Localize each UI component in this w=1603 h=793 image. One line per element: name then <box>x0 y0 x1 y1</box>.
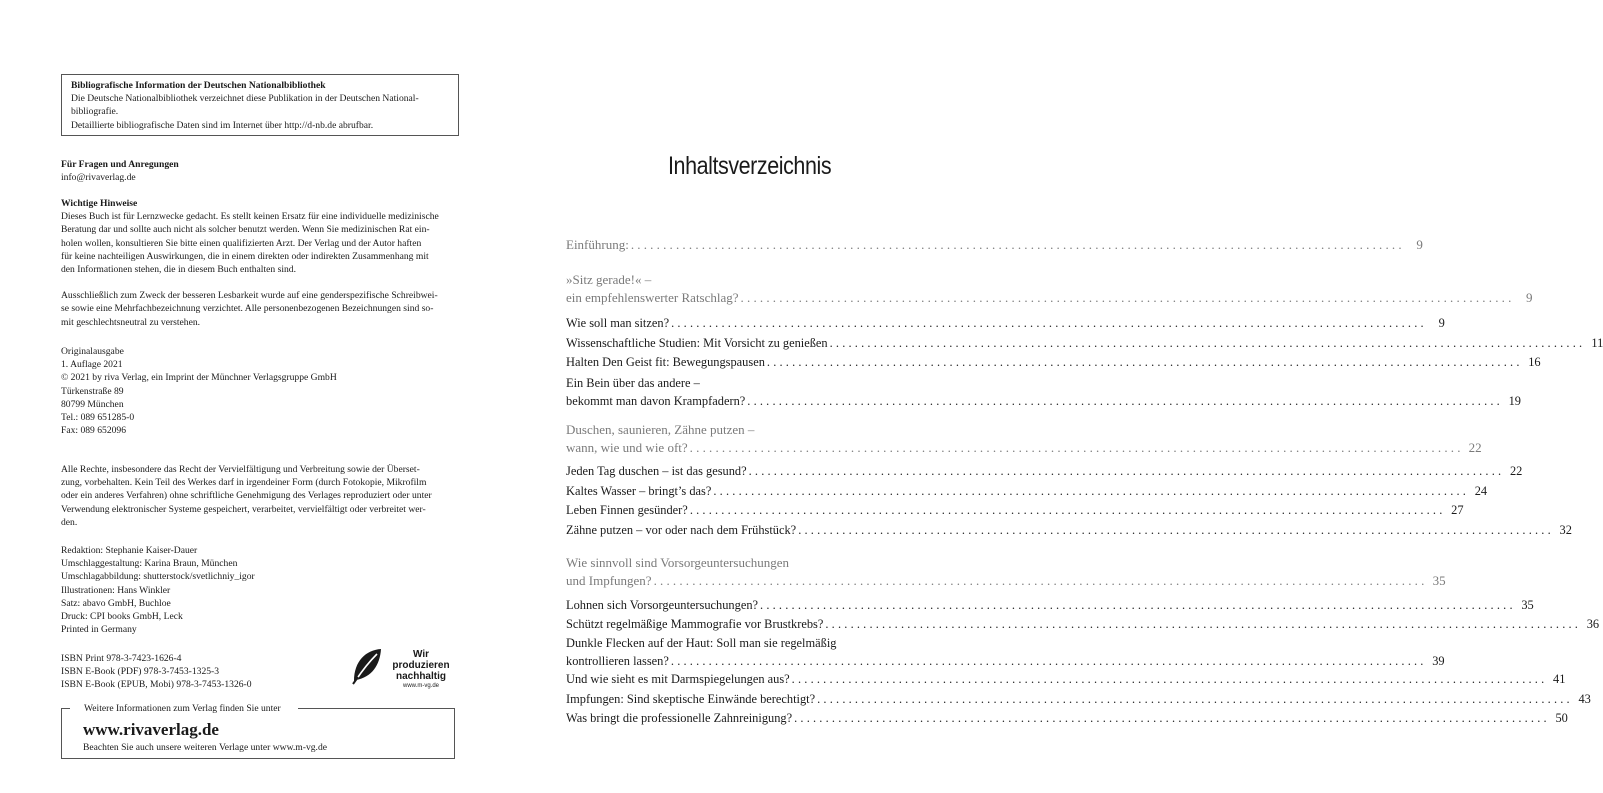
toc-entry-title: Lohnen sich Vorsorgeuntersuchungen? <box>566 598 759 612</box>
toc-entry <box>566 353 1541 371</box>
seal-url: www.m-vg.de <box>402 683 439 689</box>
toc-page-number: 24 <box>1474 484 1488 498</box>
toc-page-number: 9 <box>1526 290 1533 305</box>
toc-entry <box>566 690 1591 708</box>
bibliography-box <box>61 74 459 136</box>
dot-leader: ........................................................................................................................ <box>713 484 1470 498</box>
dot-leader: ........................................................................................................................ <box>670 654 1427 668</box>
notes-line: Ausschließlich zum Zweck der besseren Lesbarkeit wurde auf eine genderspezifische Schreibwei- <box>61 290 438 302</box>
publisher-url[interactable]: www.rivaverlag.de <box>83 720 219 739</box>
web-caption: Weitere Informationen zum Verlag finden Sie unter <box>84 703 281 714</box>
toc-page-number: 19 <box>1508 394 1521 408</box>
address-city: 80799 München <box>61 398 124 410</box>
toc-chapter-entry <box>566 421 1482 457</box>
toc-page-number: 50 <box>1555 711 1568 725</box>
notes-line: Dieses Buch ist für Lernzwecke gedacht. Es stellt keinen Ersatz für eine individuelle medizinische <box>61 211 439 223</box>
toc-entry-title: Dunkle Flecken auf der Haut: Soll man sie regelmäßig <box>566 636 837 650</box>
fax-line: Fax: 089 652096 <box>61 425 127 437</box>
notes-line: se sowie eine Mehrfachbezeichnung verzichtet. Alle personenbezogenen Bezeichnungen sind so- <box>61 303 434 315</box>
rights-line: Alle Rechte, insbesondere das Recht der Vervielfältigung und Verbreitung sowie der Überset- <box>61 464 420 475</box>
rights-line: oder ein anderes Verfahren) ohne schriftliche Genehmigung des Verlages reproduziert oder unter <box>61 490 432 502</box>
toc-page-number: 9 <box>1438 316 1445 330</box>
toc-entry <box>566 462 1523 480</box>
dot-leader: ........................................................................................................................ <box>653 573 1428 588</box>
toc-entry <box>566 374 1521 410</box>
bibliography-line: bibliografie. <box>71 106 119 118</box>
toc-entry-title: bekommt man davon Krampfadern? <box>566 394 746 408</box>
toc-entry <box>566 634 1445 670</box>
toc-page-number: 35 <box>1521 598 1534 612</box>
toc-page-number: 9 <box>1416 237 1423 252</box>
toc-entry-title: wann, wie und wie oft? <box>566 440 688 455</box>
credit-line: Redaktion: Stephanie Kaiser-Dauer <box>61 545 198 556</box>
web-note: Beachten Sie auch unsere weiteren Verlage unter www.m-vg.de <box>83 742 328 753</box>
edition-line: Originalausgabe <box>61 346 124 357</box>
credits-block <box>61 544 455 636</box>
toc-page-number: 22 <box>1468 440 1482 455</box>
copyright-line: © 2021 by riva Verlag, ein Imprint der Münchner Verlagsgruppe GmbH <box>61 372 337 384</box>
toc-page-number: 32 <box>1559 523 1572 537</box>
toc-entry <box>566 615 1600 633</box>
toc-entry <box>566 596 1534 614</box>
toc-entry-title: kontrollieren lassen? <box>566 654 669 668</box>
toc-chapter-entry <box>566 271 1533 307</box>
notes-line: Beratung dar und sollte auch nicht als solcher benutzt werden. Wenn Sie medizinischen Rat ein- <box>61 224 430 236</box>
bibliography-line: Detaillierte bibliografische Daten sind im Internet über http://d-nb.de abrufbar. <box>71 119 374 131</box>
dot-leader: ........................................................................................................................ <box>747 394 1503 408</box>
publisher-web-box <box>61 703 455 759</box>
toc-entry-title: und Impfungen? <box>566 573 652 588</box>
contact-email: info@rivaverlag.de <box>61 172 136 184</box>
toc-entry <box>566 521 1572 539</box>
credit-line: Umschlaggestaltung: Karina Braun, München <box>61 558 238 570</box>
rights-block <box>61 463 455 529</box>
toc-entry-title: Duschen, saunieren, Zähne putzen – <box>566 422 755 437</box>
notes-line: mit geschlechtsneutral zu verstehen. <box>61 316 201 328</box>
imprint-page <box>0 0 510 793</box>
leaf-icon <box>350 647 384 685</box>
toc-entry-title: Schützt regelmäßige Mammografie vor Brustkrebs? <box>566 617 824 631</box>
toc-page-number: 11 <box>1591 336 1603 350</box>
credit-line: Printed in Germany <box>61 624 137 636</box>
rights-line: Verwendung elektronischer Systeme gespeichert, verarbeitet, vervielfältigt oder verbreitet wer- <box>61 503 426 515</box>
notes-line: holen wollen, konsultieren Sie bitte einen qualifizierten Arzt. Der Verlag und der Autor haften <box>61 237 422 249</box>
toc-entry-title: Wissenschaftliche Studien: Mit Vorsicht zu genießen <box>566 336 828 350</box>
toc-entry-title: Was bringt die professionelle Zahnreinigung? <box>566 711 793 725</box>
toc-entry-title: Kaltes Wasser – bringt’s das? <box>566 484 712 498</box>
dot-leader: ........................................................................................................................ <box>791 672 1548 686</box>
isbn-epub: ISBN E-Book (EPUB, Mobi) 978-3-7453-1326-0 <box>61 679 252 691</box>
toc-entry-title: ein empfehlenswerter Ratschlag? <box>566 290 739 305</box>
toc-entry-title: Und wie sieht es mit Darmspiegelungen aus? <box>566 672 790 686</box>
toc-page-number: 27 <box>1451 503 1464 517</box>
toc-entry-title: Jeden Tag duschen – ist das gesund? <box>566 464 747 478</box>
phone-line: Tel.: 089 651285-0 <box>61 412 135 424</box>
toc-entry <box>566 501 1464 519</box>
dot-leader: ........................................................................................................................ <box>760 598 1516 612</box>
toc-entry <box>566 314 1445 332</box>
credit-line: Satz: abavo GmbH, Buchloe <box>61 597 171 609</box>
credit-line: Druck: CPI books GmbH, Leck <box>61 611 183 623</box>
dot-leader: ........................................................................................................................ <box>671 316 1427 330</box>
toc-entry <box>566 709 1568 727</box>
address-street: Türkenstraße 89 <box>61 385 124 397</box>
bibliography-line: Die Deutsche Nationalbibliothek verzeichnet diese Publikation in der Deutschen National- <box>71 93 419 105</box>
toc-chapter-entry <box>566 236 1423 254</box>
isbn-print: ISBN Print 978-3-7423-1626-4 <box>61 653 182 664</box>
seal-line-2: nachhaltig <box>395 671 446 682</box>
dot-leader: ........................................................................................................................ <box>829 336 1586 350</box>
toc-entry-title: Einführung: <box>566 237 629 252</box>
toc-page-number: 36 <box>1586 617 1600 631</box>
dot-leader: ........................................................................................................................ <box>740 290 1515 305</box>
contact-block <box>61 158 455 184</box>
contact-title: Für Fragen und Anregungen <box>61 159 179 170</box>
edition-block <box>61 345 455 437</box>
toc-entry <box>566 334 1603 352</box>
toc-entry-title: Wie sinnvoll sind Vorsorgeuntersuchungen <box>566 555 789 570</box>
toc-title: Inhaltsverzeichnis <box>668 152 832 180</box>
notes-title: Wichtige Hinweise <box>61 198 138 209</box>
toc-page-number: 39 <box>1432 654 1445 668</box>
rights-line: zung, vorbehalten. Kein Teil des Werkes darf in irgendeiner Form (durch Fotokopie, Mikrofilm <box>61 477 427 489</box>
toc-entry-title: Leben Finnen gesünder? <box>566 503 688 517</box>
toc-page-number: 35 <box>1432 573 1446 588</box>
credit-line: Umschlagabbildung: shutterstock/svetlichniy_igor <box>61 571 255 583</box>
dot-leader: ........................................................................................................................ <box>689 440 1464 455</box>
toc-entry-title: Zähne putzen – vor oder nach dem Frühstück? <box>566 523 797 537</box>
dot-leader: ........................................................................................................................ <box>817 692 1573 706</box>
dot-leader: ........................................................................................................................ <box>798 523 1554 537</box>
seal-line-1: Wir produzieren <box>392 649 450 671</box>
credit-line: Illustrationen: Hans Winkler <box>61 584 171 596</box>
dot-leader: ........................................................................................................................ <box>748 464 1505 478</box>
dot-leader: ........................................................................................................................ <box>766 355 1523 369</box>
sustainability-seal <box>348 645 454 689</box>
bibliography-title: Bibliografische Information der Deutschen Nationalbibliothek <box>71 80 326 91</box>
dot-leader: ........................................................................................................................ <box>794 711 1550 725</box>
notes-line: für keine nachteiligen Auswirkungen, die in einem direkten oder indirekten Zusammenhang mit <box>61 250 429 262</box>
toc-page-number: 22 <box>1509 464 1523 478</box>
isbn-block <box>61 652 341 692</box>
toc-entry-title: »Sitz gerade!« – <box>566 272 652 287</box>
notes-line: den Informationen stehen, die in diesem Buch enthalten sind. <box>61 264 296 276</box>
notes-block <box>61 197 455 329</box>
dot-leader: ........................................................................................................................ <box>630 237 1405 252</box>
toc-entry-title: Ein Bein über das andere – <box>566 376 700 390</box>
rights-line: den. <box>61 516 78 528</box>
toc-entry <box>566 482 1488 500</box>
dot-leader: ........................................................................................................................ <box>689 503 1446 517</box>
toc-entry-title: Impfungen: Sind skeptische Einwände berechtigt? <box>566 692 816 706</box>
isbn-pdf: ISBN E-Book (PDF) 978-3-7453-1325-3 <box>61 666 220 678</box>
toc-page-number: 16 <box>1528 355 1541 369</box>
dot-leader: ........................................................................................................................ <box>825 617 1582 631</box>
edition-line: 1. Auflage 2021 <box>61 359 123 371</box>
toc-entry <box>566 670 1566 688</box>
toc-entry-title: Halten Den Geist fit: Bewegungspausen <box>566 355 765 369</box>
toc-entry-title: Wie soll man sitzen? <box>566 316 670 330</box>
toc-page-number: 41 <box>1553 672 1566 686</box>
toc-chapter-entry <box>566 554 1446 590</box>
toc-page-number: 43 <box>1578 692 1591 706</box>
